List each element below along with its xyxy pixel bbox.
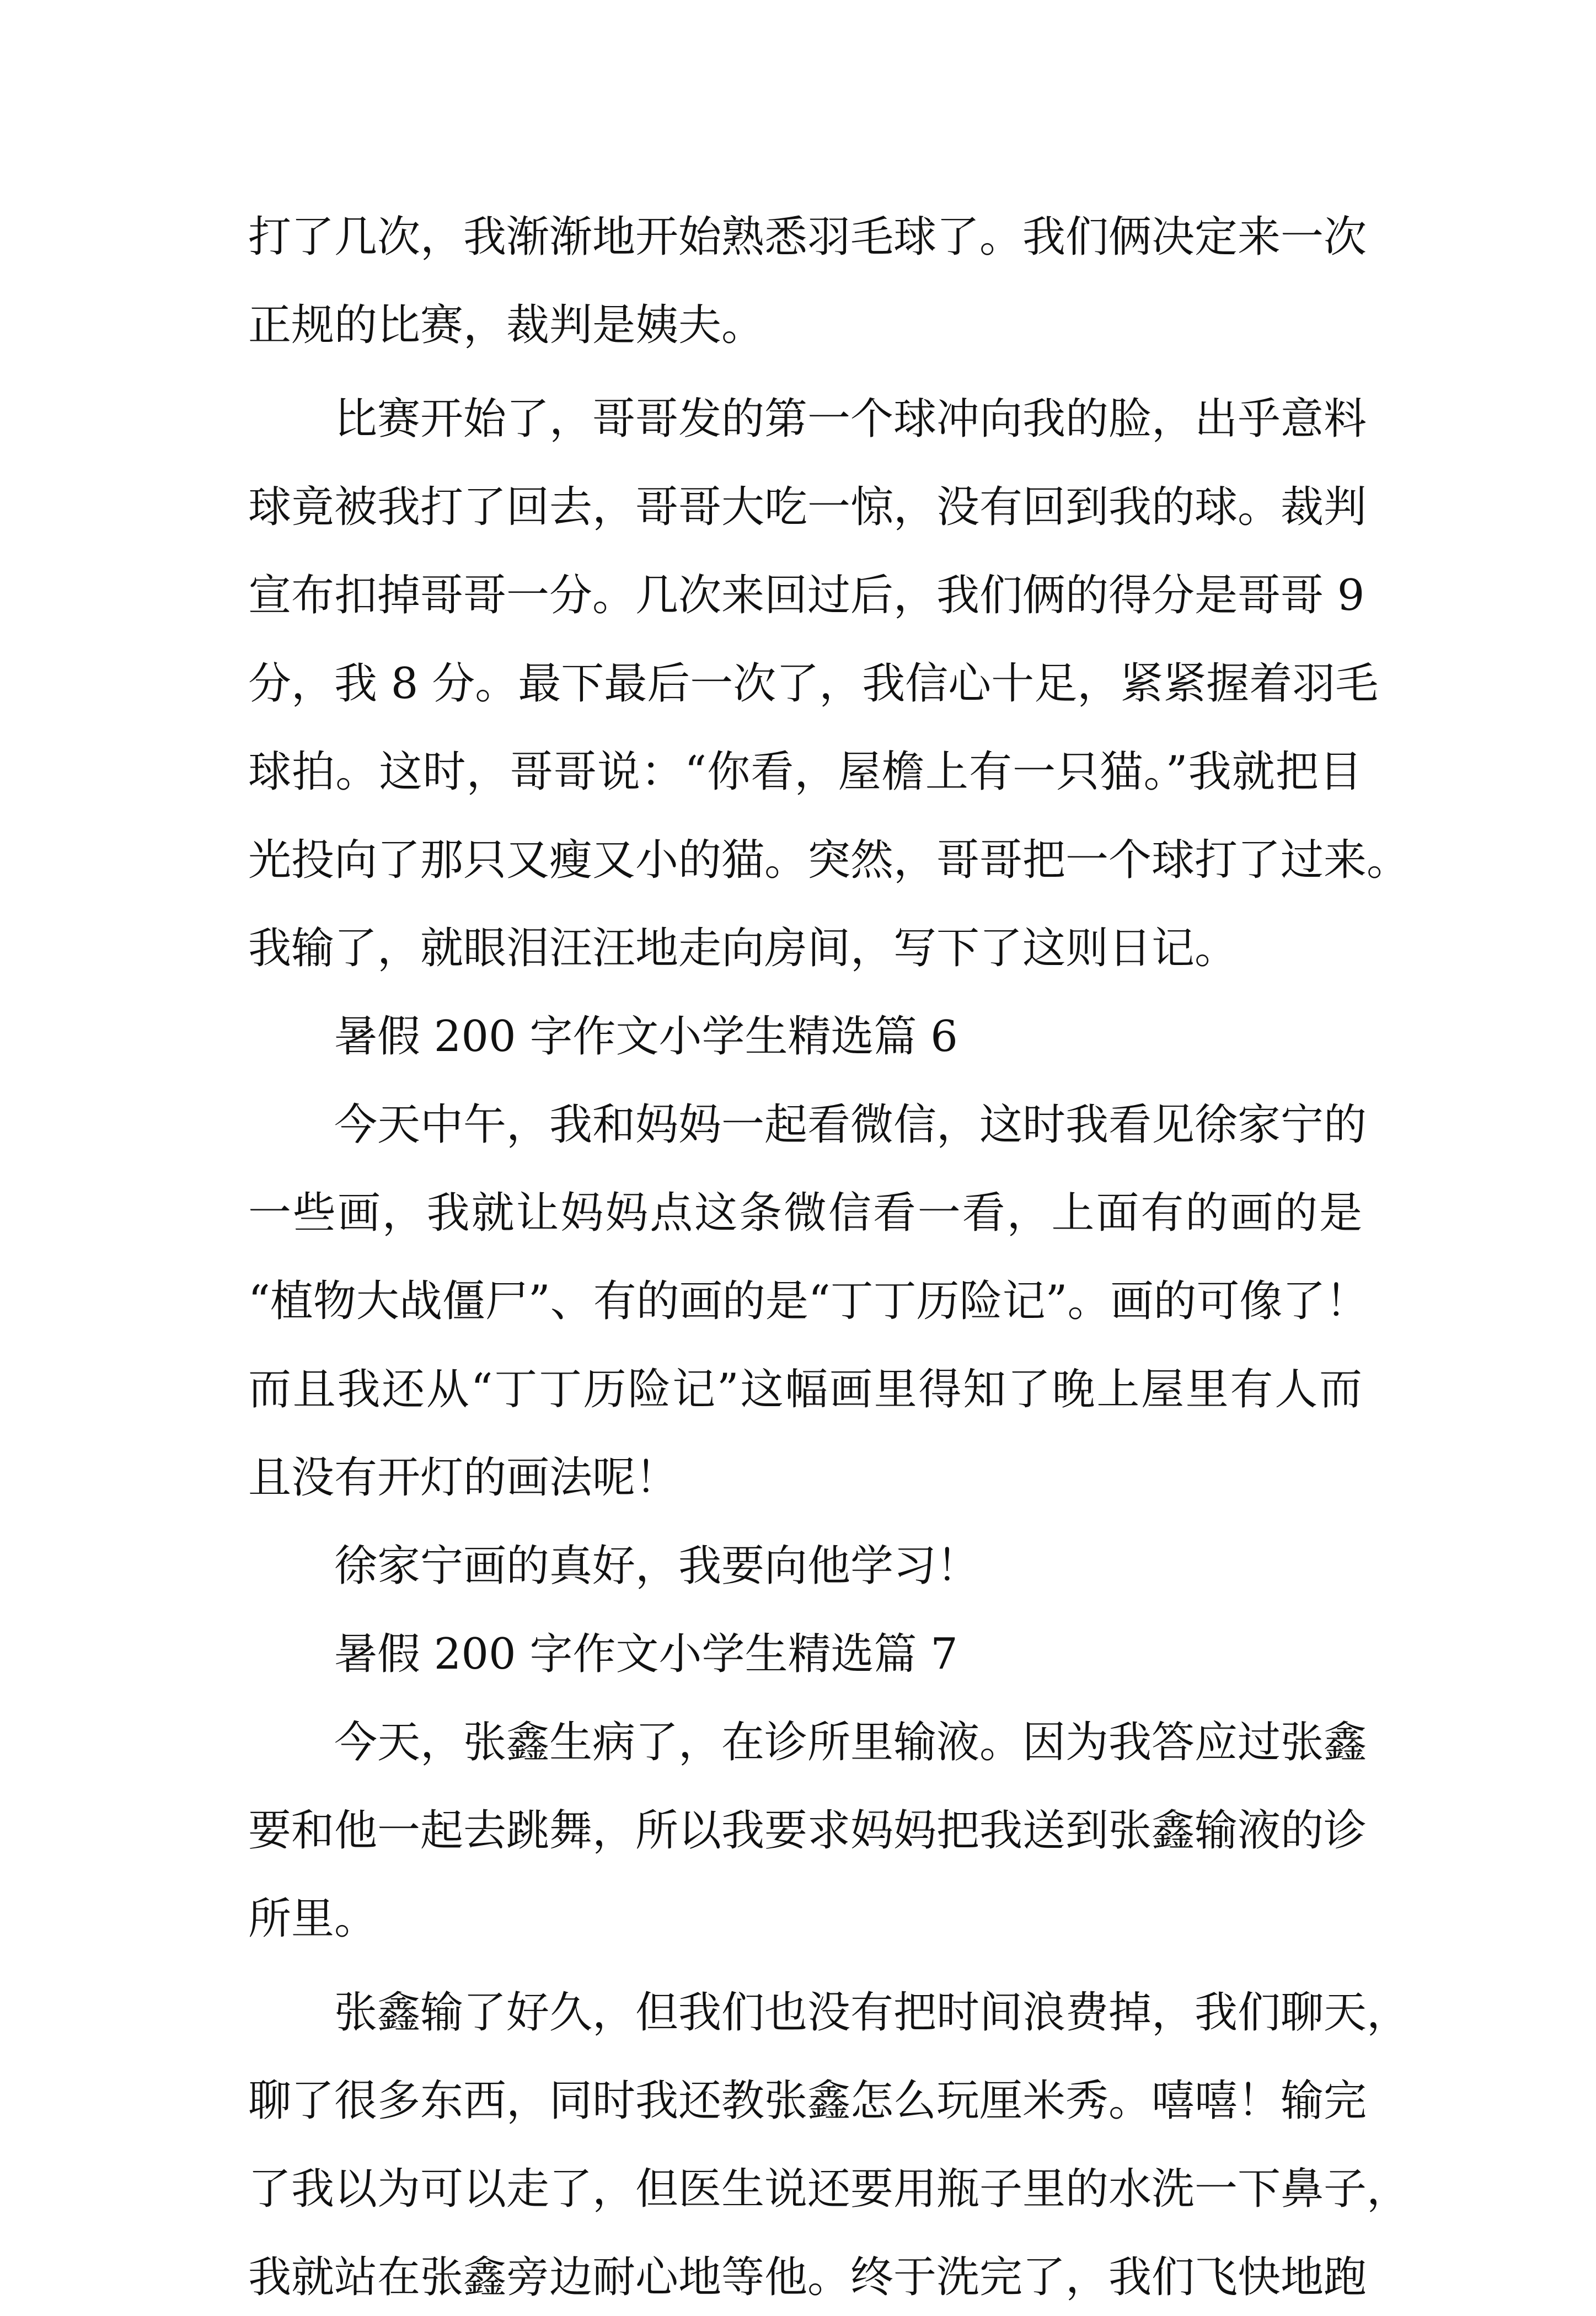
text-line: 一些画，我就让妈妈点这条微信看一看，上面有的画的是 [248, 1188, 1362, 1238]
text-line: 张鑫输了好久，但我们也没有把时间浪费掉，我们聊天， [334, 1988, 1410, 2038]
text-line: 且没有开灯的画法呢！ [248, 1453, 679, 1503]
section-heading: 暑假 200 字作文小学生精选篇 7 [334, 1629, 958, 1679]
text-line: 今天中午，我和妈妈一起看微信，这时我看见徐家宁的 [334, 1100, 1367, 1150]
text-line: “植物大战僵尸”、有的画的是“丁丁历险记”。画的可像了！ [248, 1277, 1369, 1326]
text-line: 球拍。这时，哥哥说：“你看，屋檐上有一只猫。”我就把目 [248, 747, 1362, 797]
text-line: 要和他一起去跳舞，所以我要求妈妈把我送到张鑫输液的诊 [248, 1806, 1367, 1856]
text-line: 我输了，就眼泪汪汪地走向房间，写下了这则日记。 [248, 924, 1238, 973]
text-line: 打了几次，我渐渐地开始熟悉羽毛球了。我们俩决定来一次 [248, 212, 1367, 262]
text-line: 正规的比赛，裁判是姨夫。 [248, 301, 765, 350]
text-line: 徐家宁画的真好，我要向他学习！ [334, 1541, 980, 1591]
text-line: 比赛开始了，哥哥发的第一个球冲向我的脸，出乎意料 [334, 394, 1367, 444]
text-line: 我就站在张鑫旁边耐心地等他。终于洗完了，我们飞快地跑 [248, 2253, 1367, 2302]
text-line: 今天，张鑫生病了，在诊所里输液。因为我答应过张鑫 [334, 1718, 1367, 1767]
text-line: 所里。 [248, 1894, 378, 1944]
text-line: 宣布扣掉哥哥一分。几次来回过后，我们俩的得分是哥哥 9 [248, 571, 1365, 620]
section-heading: 暑假 200 字作文小学生精选篇 6 [334, 1012, 958, 1062]
text-line: 分，我 8 分。最下最后一次了，我信心十足，紧紧握着羽毛 [248, 659, 1379, 709]
text-line: 了我以为可以走了，但医生说还要用瓶子里的水洗一下鼻子， [248, 2164, 1410, 2214]
text-line: 聊了很多东西，同时我还教张鑫怎么玩厘米秀。嘻嘻！输完 [248, 2076, 1367, 2126]
text-line: 而且我还从“丁丁历险记”这幅画里得知了晚上屋里有人而 [248, 1365, 1362, 1414]
text-line: 球竟被我打了回去，哥哥大吃一惊，没有回到我的球。裁判 [248, 482, 1367, 532]
text-line: 光投向了那只又瘦又小的猫。突然，哥哥把一个球打了过来。 [248, 835, 1410, 885]
